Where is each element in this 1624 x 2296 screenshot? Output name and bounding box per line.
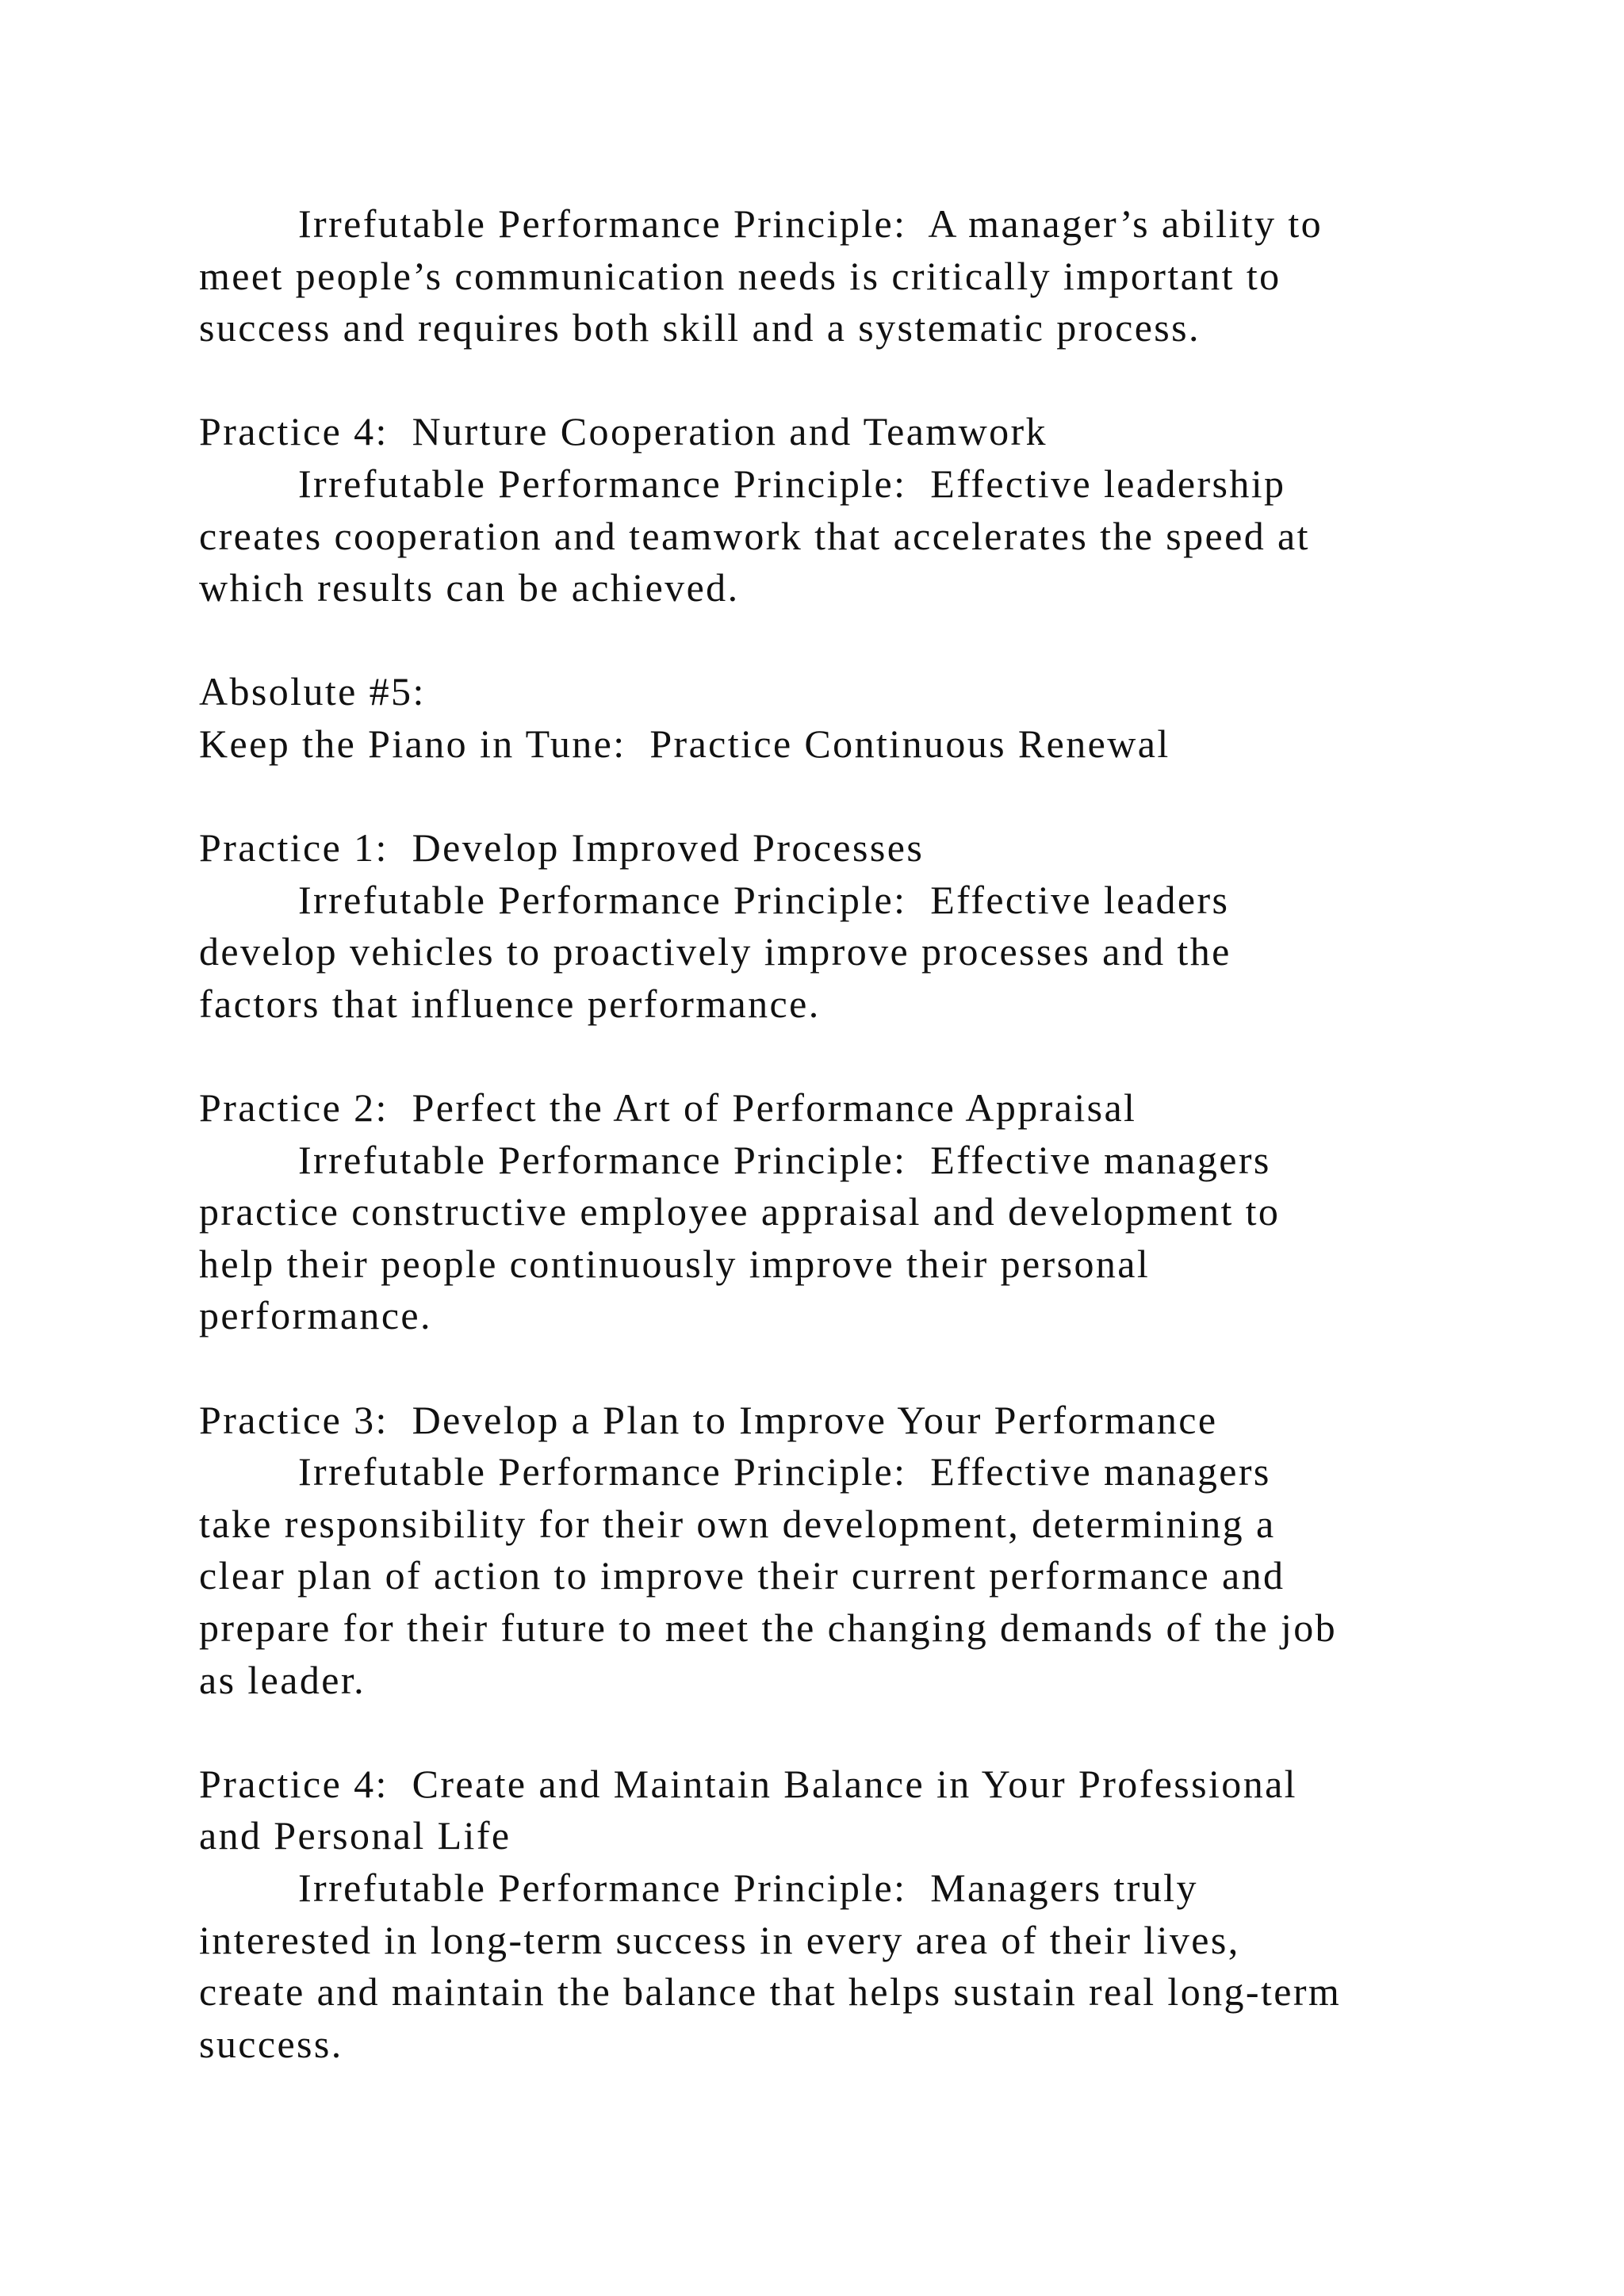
- blank-line: [199, 1706, 1515, 1758]
- practice-heading: Practice 4: Create and Maintain Balance in Your Professional: [199, 1761, 1297, 1806]
- principle-text: meet people’s communication needs is critically important to: [199, 253, 1281, 298]
- principle-text: Irrefutable Performance Principle: Effective leaders: [298, 877, 1230, 922]
- practice-heading: Practice 3: Develop a Plan to Improve Your Performance: [199, 1397, 1218, 1442]
- practice-heading: Practice 1: Develop Improved Processes: [199, 825, 925, 871]
- principle-text: help their people continuously improve their personal: [199, 1241, 1151, 1286]
- blank-line: [199, 771, 1515, 823]
- absolute-heading: Absolute #5:: [199, 669, 426, 714]
- principle-text: which results can be achieved.: [199, 565, 740, 610]
- principle-text: performance.: [199, 1293, 432, 1338]
- principle-text: Irrefutable Performance Principle: Effective leadership: [298, 461, 1286, 506]
- principle-text: creates cooperation and teamwork that accelerates the speed at: [199, 513, 1310, 558]
- blank-line: [199, 1342, 1515, 1395]
- principle-text: Irrefutable Performance Principle: Managers truly: [298, 1866, 1198, 1910]
- principle-text: interested in long-term success in every area of their lives,: [199, 1917, 1240, 1962]
- principle-text: develop vehicles to proactively improve processes and the: [199, 929, 1231, 974]
- principle-text: practice constructive employee appraisal and development to: [199, 1189, 1281, 1234]
- practice-heading: Practice 2: Perfect the Art of Performance Appraisal: [199, 1085, 1137, 1131]
- blank-line: [199, 1031, 1515, 1083]
- blank-line: [199, 354, 1515, 407]
- principle-text: prepare for their future to meet the changing demands of the job: [199, 1605, 1338, 1651]
- principle-text: factors that influence performance.: [199, 981, 821, 1026]
- principle-text: take responsibility for their own development, determining a: [199, 1501, 1276, 1546]
- practice-heading: and Personal Life: [199, 1813, 511, 1858]
- principle-text: success.: [199, 2021, 343, 2066]
- blank-line: [199, 614, 1515, 667]
- absolute-title: Keep the Piano in Tune: Practice Continuous Renewal: [199, 721, 1170, 766]
- principle-text: clear plan of action to improve their current performance and: [199, 1553, 1285, 1598]
- practice-heading: Practice 4: Nurture Cooperation and Teamwork: [199, 409, 1048, 454]
- principle-text: Irrefutable Performance Principle: Effective managers: [298, 1449, 1271, 1494]
- document-body: [199, 198, 1515, 2070]
- principle-text: Irrefutable Performance Principle: Effective managers: [298, 1137, 1271, 1182]
- principle-text: success and requires both skill and a systematic process.: [199, 305, 1201, 350]
- principle-text: create and maintain the balance that helps sustain real long-term: [199, 1969, 1342, 2015]
- principle-text: Irrefutable Performance Principle: A manager’s ability to: [298, 201, 1323, 246]
- principle-text: as leader.: [199, 1657, 366, 1702]
